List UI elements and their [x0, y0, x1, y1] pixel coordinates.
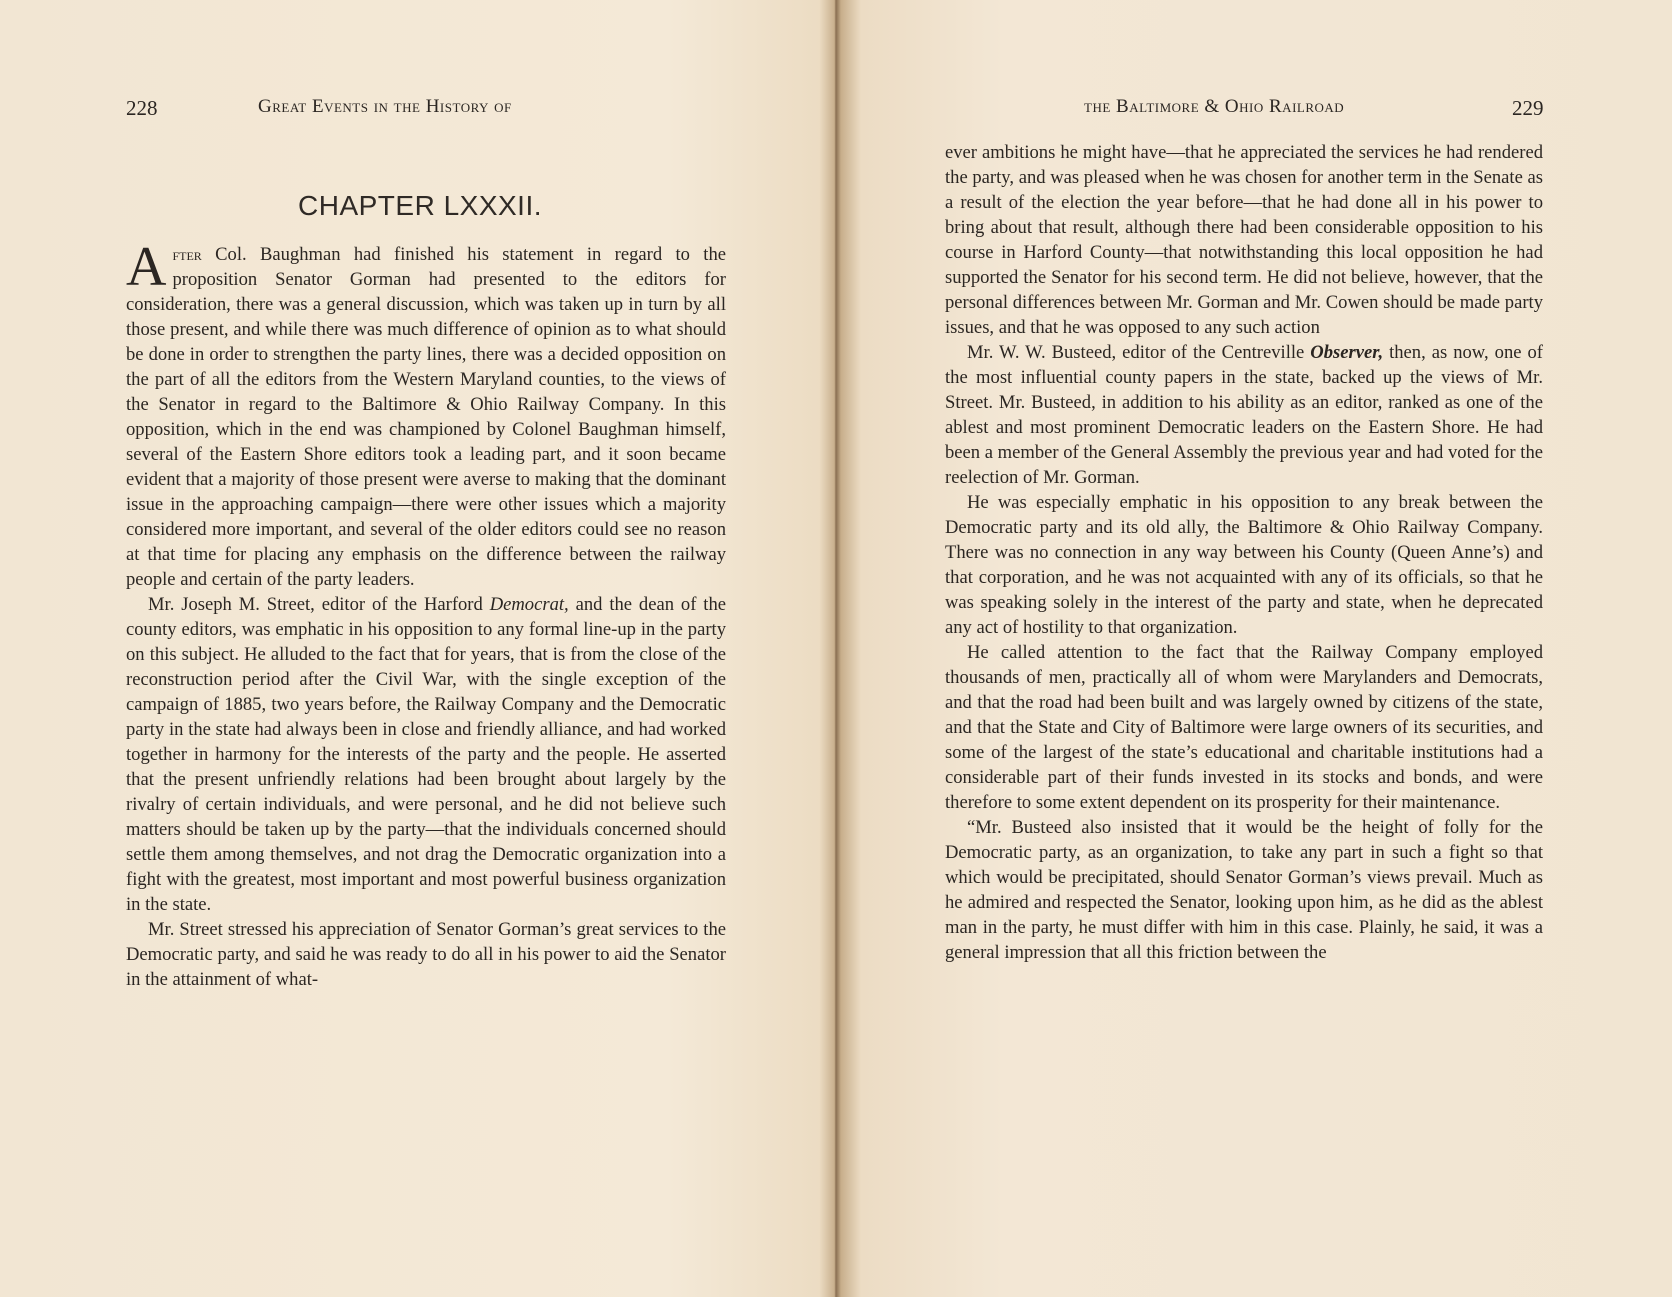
- right-page: [838, 0, 1672, 1297]
- left-page: [0, 0, 834, 1297]
- running-head: the Baltimore & Ohio Railroad: [1084, 96, 1345, 117]
- paragraph: [945, 340, 1543, 490]
- page-number: 229: [1512, 96, 1544, 120]
- newspaper-name: Democrat,: [489, 594, 569, 615]
- chapter-title: CHAPTER LXXXII.: [298, 190, 543, 221]
- paragraph-text: Col. Baughman had finished his statement in regard to the proposition Senator Gorman had presented to the editors for consideration, there was a general discussion, which was taken up in turn by all those present, and while there was much difference of opinion as to what should be done in order to strengthen the party lines, there was a decided opposition on the part of all the editors from the Western Maryland counties, to the views of the Senator in regard to the Baltimore & Ohio Railway Company. In this opposition, which in the end was championed by Colonel Baughman himself, several of the Eastern Shore editors took a leading part, and it soon became evident that a majority of those present were averse to making that the dominant issue in the approaching campaign—there were other issues which a majority considered more important, and several of the older editors could see no reason at that time for placing any emphasis on the difference between the railway people and certain of the party leaders.: [126, 244, 726, 590]
- paragraph-text: Mr. W. W. Busteed, editor of the Centreville: [967, 342, 1311, 363]
- page-number: 228: [126, 96, 158, 120]
- lead-in: fter: [172, 245, 202, 264]
- newspaper-name: Observer,: [1310, 342, 1384, 363]
- paragraph: He was especially emphatic in his opposition to any break between the Democratic party and its old ally, the Baltimore & Ohio Railway Company. There was no connection in any way between his County (Queen Anne’s) and that corporation, and he was not acquainted with any of its officials, so that he was speaking solely in the interest of the party and state, when he deprecated any act of hostility to that organization.: [945, 492, 1543, 638]
- paragraph-text: then, as now, one of the most influential county papers in the state, backed up the views of Mr. Street. Mr. Busteed, in addition to his ability as an editor, ranked as one of the ablest and most prominent Democratic leaders on the Eastern Shore. He had been a member of the General Assembly the previous year and had voted for the reelection of Mr. Gorman.: [945, 342, 1543, 488]
- running-head: Great Events in the History of: [258, 96, 512, 117]
- paragraph: [126, 236, 726, 592]
- body-text: [945, 140, 1543, 965]
- paragraph-text: Mr. Joseph M. Street, editor of the Harford: [148, 594, 490, 615]
- paragraph-text: and the dean of the county editors, was emphatic in his opposition to any formal line-up in the party on this subject. He alluded to the fact that for years, that is from the close of the reconstruction period after the Civil War, with the single exception of the campaign of 1885, two years before, the Railway Company and the Democratic party in the state had always been in close and friendly alliance, and had worked together in harmony for the interests of the party and the people. He asserted that the present unfriendly relations had been brought about largely by the rivalry of certain individuals, and were personal, and he did not believe such matters should be taken up by the party—that the individuals concerned should settle them among themselves, and not drag the Democratic organization into a fight with the greatest, most important and most powerful business organization in the state.: [126, 594, 727, 915]
- paragraph: ever ambitions he might have—that he appreciated the services he had rendered the party, and was pleased when he was chosen for another term in the Senate as a result of the election the year before—that he had done all in his power to bring about that result, although there had been considerable opposition to his course in Harford County—that notwithstanding this local opposition he had supported the Senator for his second term. He did not believe, however, that the personal differences between Mr. Gorman and Mr. Cowen should be made party issues, and that he was opposed to any such action: [945, 142, 1543, 338]
- paragraph: “Mr. Busteed also insisted that it would be the height of folly for the Democratic party, as an organization, to take any part in such a fight so that which would be precipitated, should Senator Gorman’s views prevail. Much as he admired and respected the Senator, looking upon him, as he did as the ablest man in the party, he must differ with him in this case. Plainly, he said, it was a general impression that all this friction between the: [945, 817, 1543, 963]
- body-text: [126, 236, 727, 992]
- drop-cap: A: [126, 236, 167, 298]
- paragraph: [126, 592, 726, 917]
- paragraph: Mr. Street stressed his appreciation of Senator Gorman’s great services to the Democratic party, and said he was ready to do all in his power to aid the Senator in the attainment of what-: [126, 919, 726, 990]
- paragraph: He called attention to the fact that the Railway Company employed thousands of men, practically all of whom were Marylanders and Democrats, and that the road had been built and was largely owned by citizens of the state, and that the State and City of Baltimore were large owners of its securities, and some of the largest of the state’s educational and charitable institutions had a considerable part of their funds invested in its stocks and bonds, and were therefore to some extent dependent on its prosperity for their maintenance.: [945, 642, 1543, 813]
